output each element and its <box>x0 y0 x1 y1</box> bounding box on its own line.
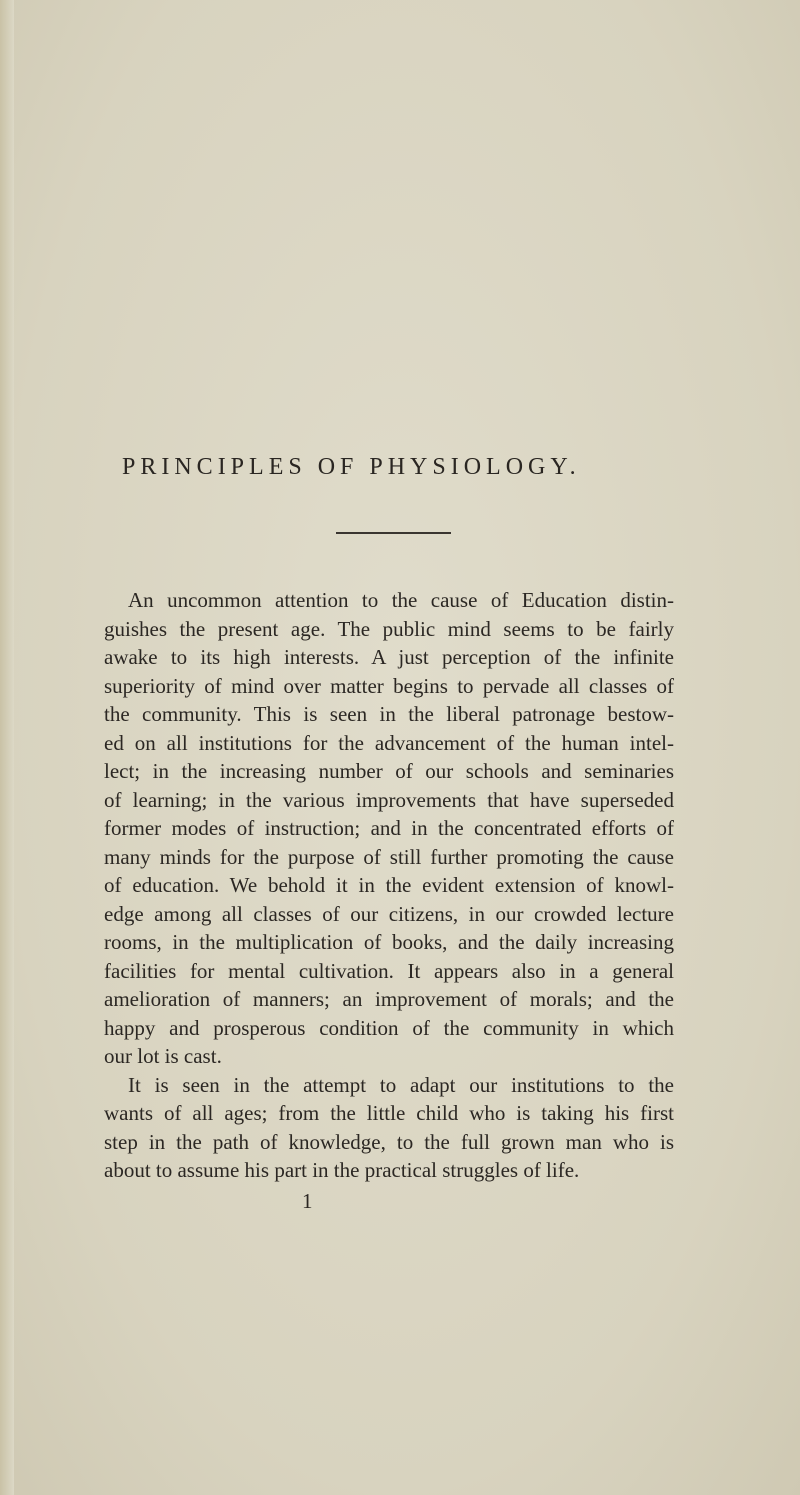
text-line: superiority of mind over matter begins to pervade all classes of <box>104 673 674 698</box>
chapter-title: PRINCIPLES OF PHYSIOLOGY. <box>122 454 581 480</box>
text-line: guishes the present age. The public mind seems to be fairly <box>104 616 674 641</box>
text-line: awake to its high interests. A just perception of the infinite <box>104 645 674 669</box>
text-line: happy and prosperous condition of the community in which <box>104 1015 674 1040</box>
text-line: of education. We behold it in the evident extension of knowl- <box>104 873 674 897</box>
text-line: our lot is cast. <box>104 1044 222 1068</box>
text-line: It is seen in the attempt to adapt our institutions to the <box>128 1072 674 1097</box>
text-line: former modes of instruction; and in the concentrated efforts of <box>104 816 674 840</box>
text-line: ed on all institutions for the advancement of the human intel- <box>104 730 674 755</box>
text-line: of learning; in the various improvements that have superseded <box>104 787 674 812</box>
text-line: the community. This is seen in the liberal patronage bestow- <box>104 702 674 726</box>
text-line: amelioration of manners; an improvement of morals; and the <box>104 987 674 1011</box>
text-line: wants of all ages; from the little child who is taking his first <box>104 1101 674 1125</box>
page-edge <box>0 0 14 1495</box>
page-number: 1 <box>302 1189 313 1213</box>
body-text <box>104 586 674 1185</box>
text-line: rooms, in the multiplication of books, and the daily increasing <box>104 930 674 954</box>
text-line: many minds for the purpose of still further promoting the cause <box>104 844 674 869</box>
text-line: step in the path of knowledge, to the full grown man who is <box>104 1129 674 1154</box>
text-line: facilities for mental cultivation. It appears also in a general <box>104 958 674 983</box>
text-line: An uncommon attention to the cause of Education distin- <box>128 588 674 612</box>
title-divider <box>336 532 451 534</box>
text-line: edge among all classes of our citizens, in our crowded lecture <box>104 901 674 926</box>
text-line: about to assume his part in the practical struggles of life. <box>104 1158 580 1182</box>
text-line: lect; in the increasing number of our schools and seminaries <box>104 759 674 783</box>
